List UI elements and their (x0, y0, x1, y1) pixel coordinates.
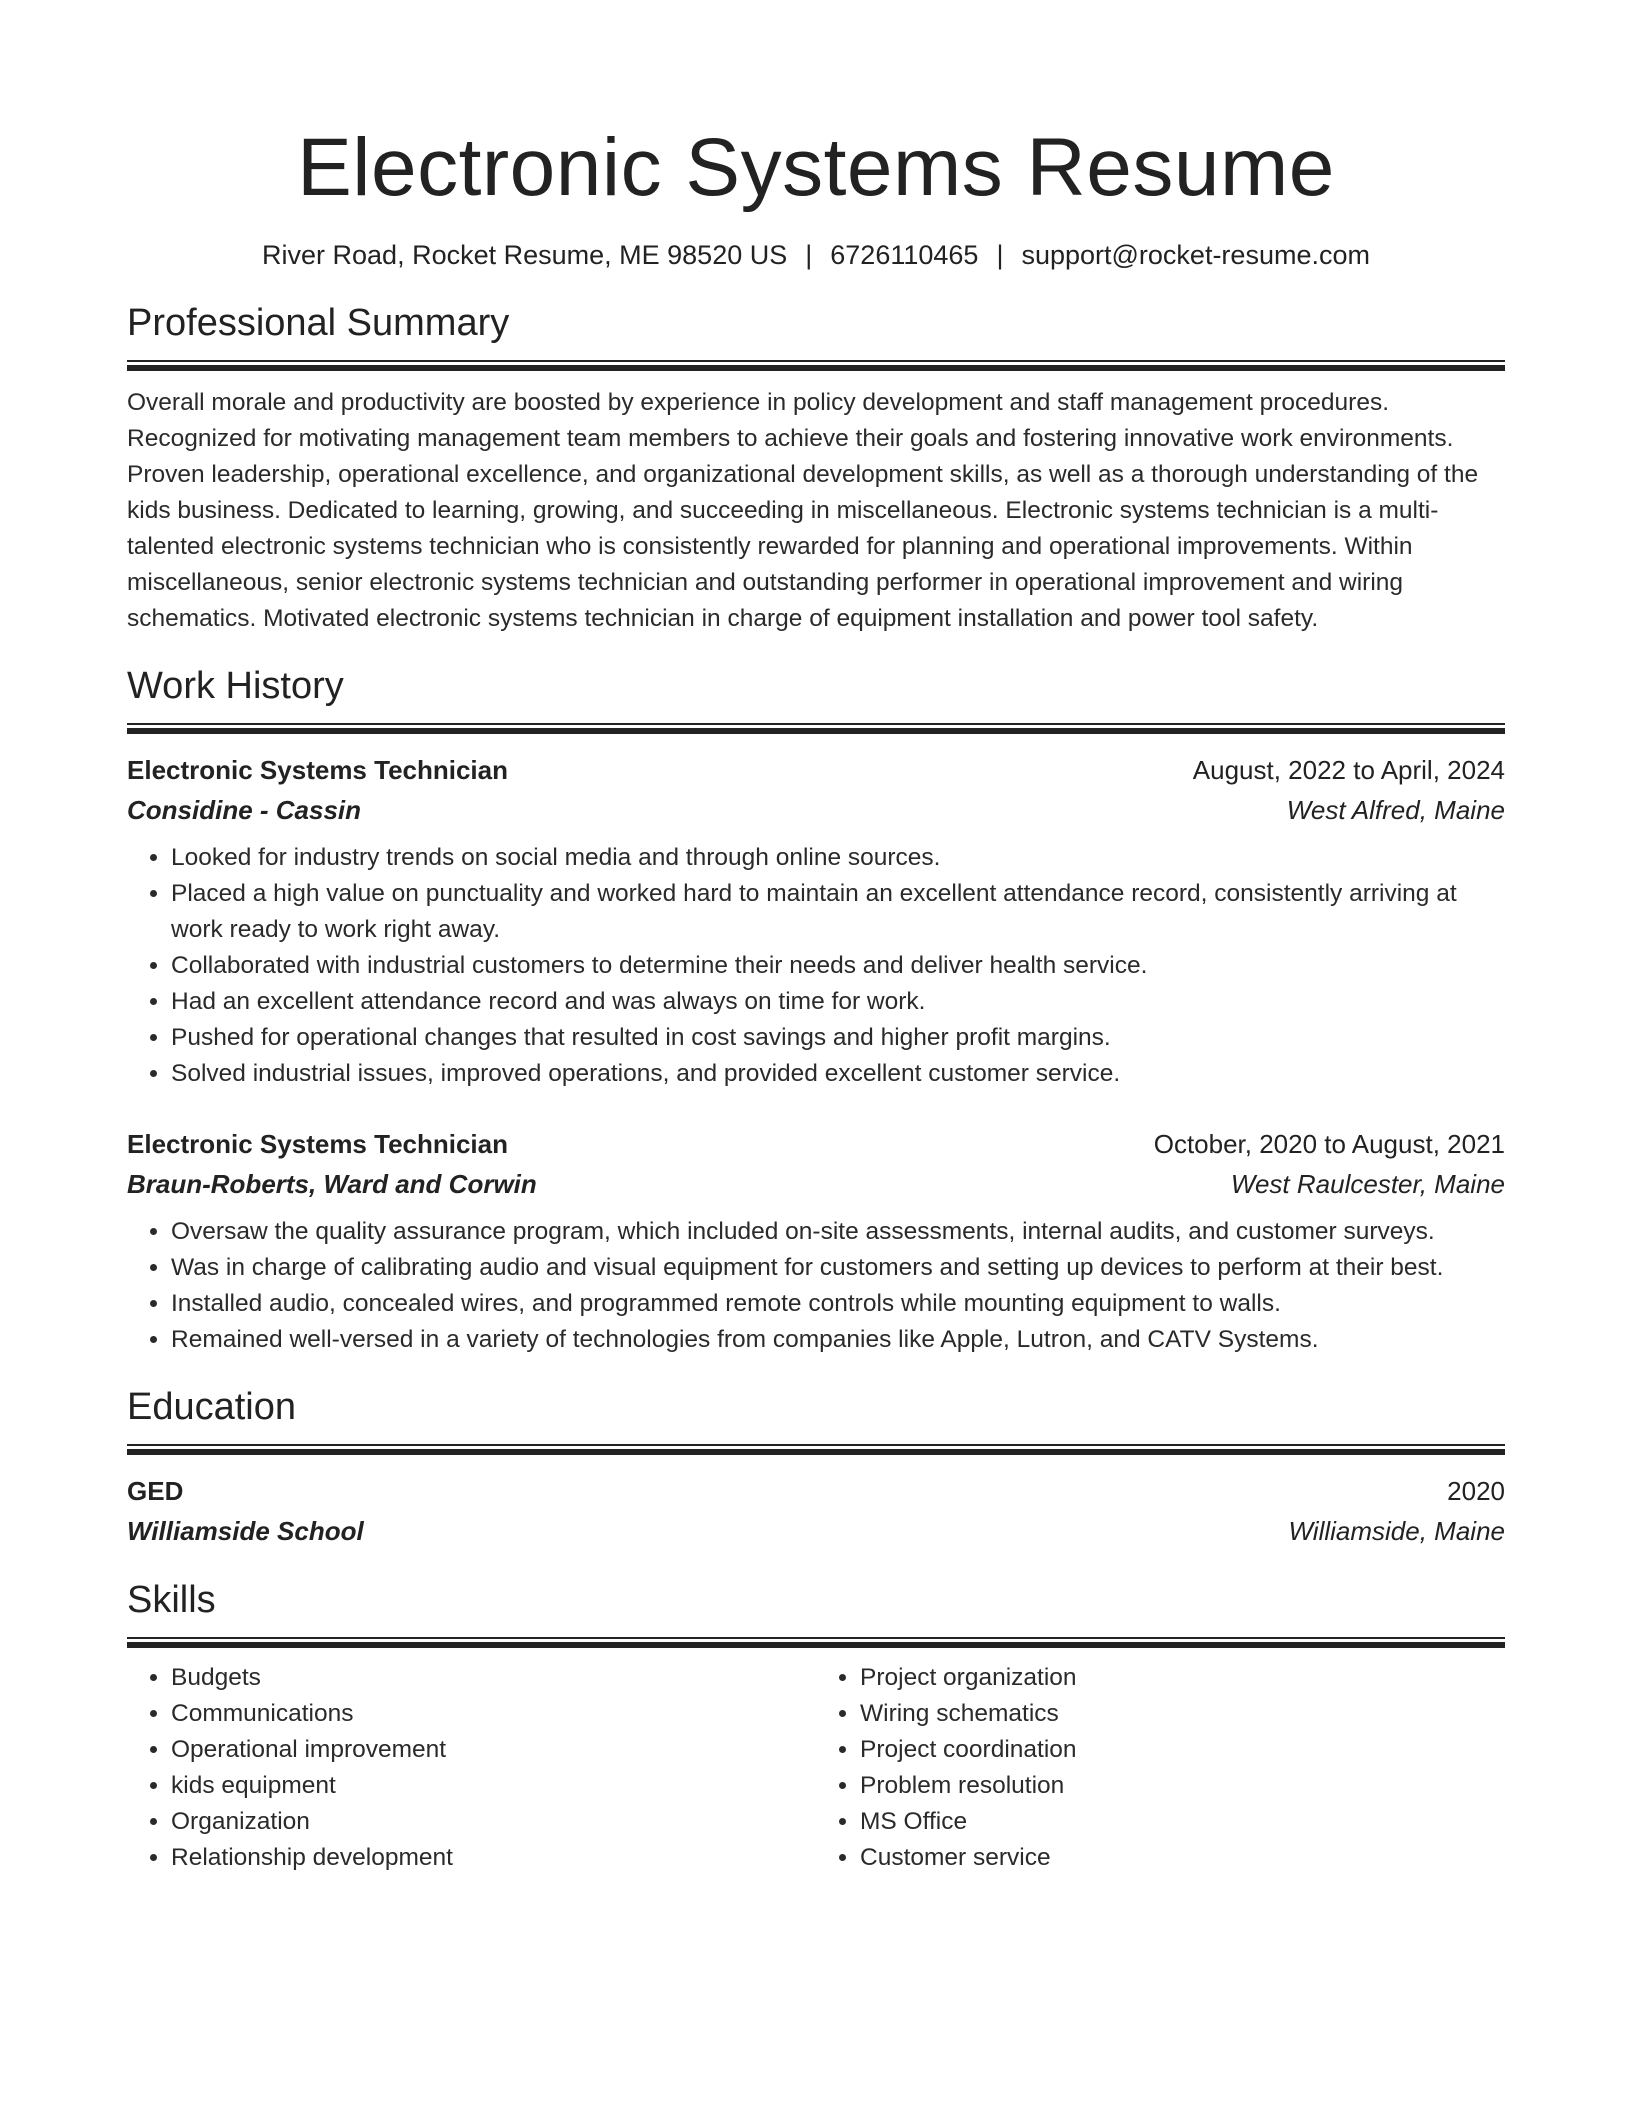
job-bullets (127, 840, 1505, 1092)
work-history-heading: Work History (127, 665, 344, 707)
list-item: • Was in charge of calibrating audio and visual equipment for customers and setting up devices to perform at their best. (171, 1250, 1505, 1286)
job-entry (127, 1124, 1505, 1358)
job-company: Considine - Cassin (127, 795, 362, 825)
job-dates: August, 2022 to April, 2024 (1192, 755, 1505, 785)
list-item: • Installed audio, concealed wires, and programmed remote controls while mounting equipment to walls. (171, 1286, 1505, 1322)
section-divider (127, 360, 1505, 371)
job-title: Electronic Systems Technician (127, 1129, 508, 1159)
contact-separator: | (805, 240, 813, 270)
summary-heading: Professional Summary (127, 302, 510, 344)
skills-left-list (127, 1660, 816, 1876)
list-item: • Wiring schematics (860, 1696, 1505, 1732)
job-location: West Raulcester, Maine (1230, 1169, 1505, 1199)
list-item: • Placed a high value on punctuality and worked hard to maintain an excellent attendance record, consistently arriving at work ready to work right away. (171, 876, 1505, 948)
job-company-row (127, 790, 1505, 830)
list-item: • Had an excellent attendance record and was always on time for work. (171, 984, 1505, 1020)
list-item: • MS Office (860, 1804, 1505, 1840)
job-entry (127, 750, 1505, 1092)
resume-name: Electronic Systems Resume (297, 122, 1335, 213)
education-header-row (127, 1471, 1505, 1511)
section-divider (127, 1444, 1505, 1455)
section-divider (127, 1637, 1505, 1648)
list-item: • Relationship development (171, 1840, 816, 1876)
job-header-row (127, 750, 1505, 790)
contact-address: River Road, Rocket Resume, ME 98520 US (262, 240, 788, 270)
list-item: • Budgets (171, 1660, 816, 1696)
list-item: • Customer service (860, 1840, 1505, 1876)
section-divider (127, 723, 1505, 734)
education-entry (127, 1471, 1505, 1551)
list-item: • Solved industrial issues, improved operations, and provided excellent customer service. (171, 1056, 1505, 1092)
education-school-row (127, 1511, 1505, 1551)
list-item: • Pushed for operational changes that resulted in cost savings and higher profit margins. (171, 1020, 1505, 1056)
work-history-section (127, 663, 1505, 1358)
list-item: • Project coordination (860, 1732, 1505, 1768)
skills-section (127, 1577, 1505, 1876)
list-item: • Project organization (860, 1660, 1505, 1696)
skills-heading: Skills (127, 1579, 216, 1621)
education-heading: Education (127, 1386, 297, 1428)
contact-line (127, 238, 1505, 272)
job-header-row (127, 1124, 1505, 1164)
skills-right-list (816, 1660, 1505, 1876)
job-company-row (127, 1164, 1505, 1204)
list-item: • Collaborated with industrial customers to determine their needs and deliver health service. (171, 948, 1505, 984)
education-location: Williamside, Maine (1288, 1516, 1505, 1546)
education-year: 2020 (1447, 1476, 1505, 1506)
list-item: • Oversaw the quality assurance program, which included on-site assessments, internal audits, and customer surveys. (171, 1214, 1505, 1250)
list-item: • kids equipment (171, 1768, 816, 1804)
job-company: Braun-Roberts, Ward and Corwin (127, 1169, 537, 1199)
list-item: • Communications (171, 1696, 816, 1732)
list-item: • Operational improvement (171, 1732, 816, 1768)
summary-section (127, 300, 1505, 637)
education-section (127, 1384, 1505, 1551)
education-school: Williamside School (127, 1516, 364, 1546)
job-dates: October, 2020 to August, 2021 (1153, 1129, 1505, 1159)
list-item: • Looked for industry trends on social media and through online sources. (171, 840, 1505, 876)
contact-separator: | (996, 240, 1004, 270)
job-location: West Alfred, Maine (1286, 795, 1505, 825)
list-item: • Remained well-versed in a variety of technologies from companies like Apple, Lutron, and CATV Systems. (171, 1322, 1505, 1358)
contact-phone: 6726110465 (830, 240, 979, 270)
job-bullets (127, 1214, 1505, 1358)
list-item: • Organization (171, 1804, 816, 1840)
contact-email: support@rocket-resume.com (1021, 240, 1370, 270)
job-title: Electronic Systems Technician (127, 755, 508, 785)
list-item: • Problem resolution (860, 1768, 1505, 1804)
skills-columns (127, 1660, 1505, 1876)
summary-text: Overall morale and productivity are boosted by experience in policy development and staff management procedures. Recognized for motivating management team members to achieve their goals and fostering innovative work environments. Proven leadership, operational excellence, and organizational development skills, as well as a thorough understanding of the kids business. Dedicated to learning, growing, and succeeding in miscellaneous. Electronic systems technician is a multi-talented electronic systems technician who is consistently rewarded for planning and operational improvements. Within miscellaneous, senior electronic systems technician and outstanding performer in operational improvement and wiring schematics. Motivated electronic systems technician in charge of equipment installation and power tool safety. (127, 389, 1479, 632)
education-degree: GED (127, 1476, 184, 1506)
